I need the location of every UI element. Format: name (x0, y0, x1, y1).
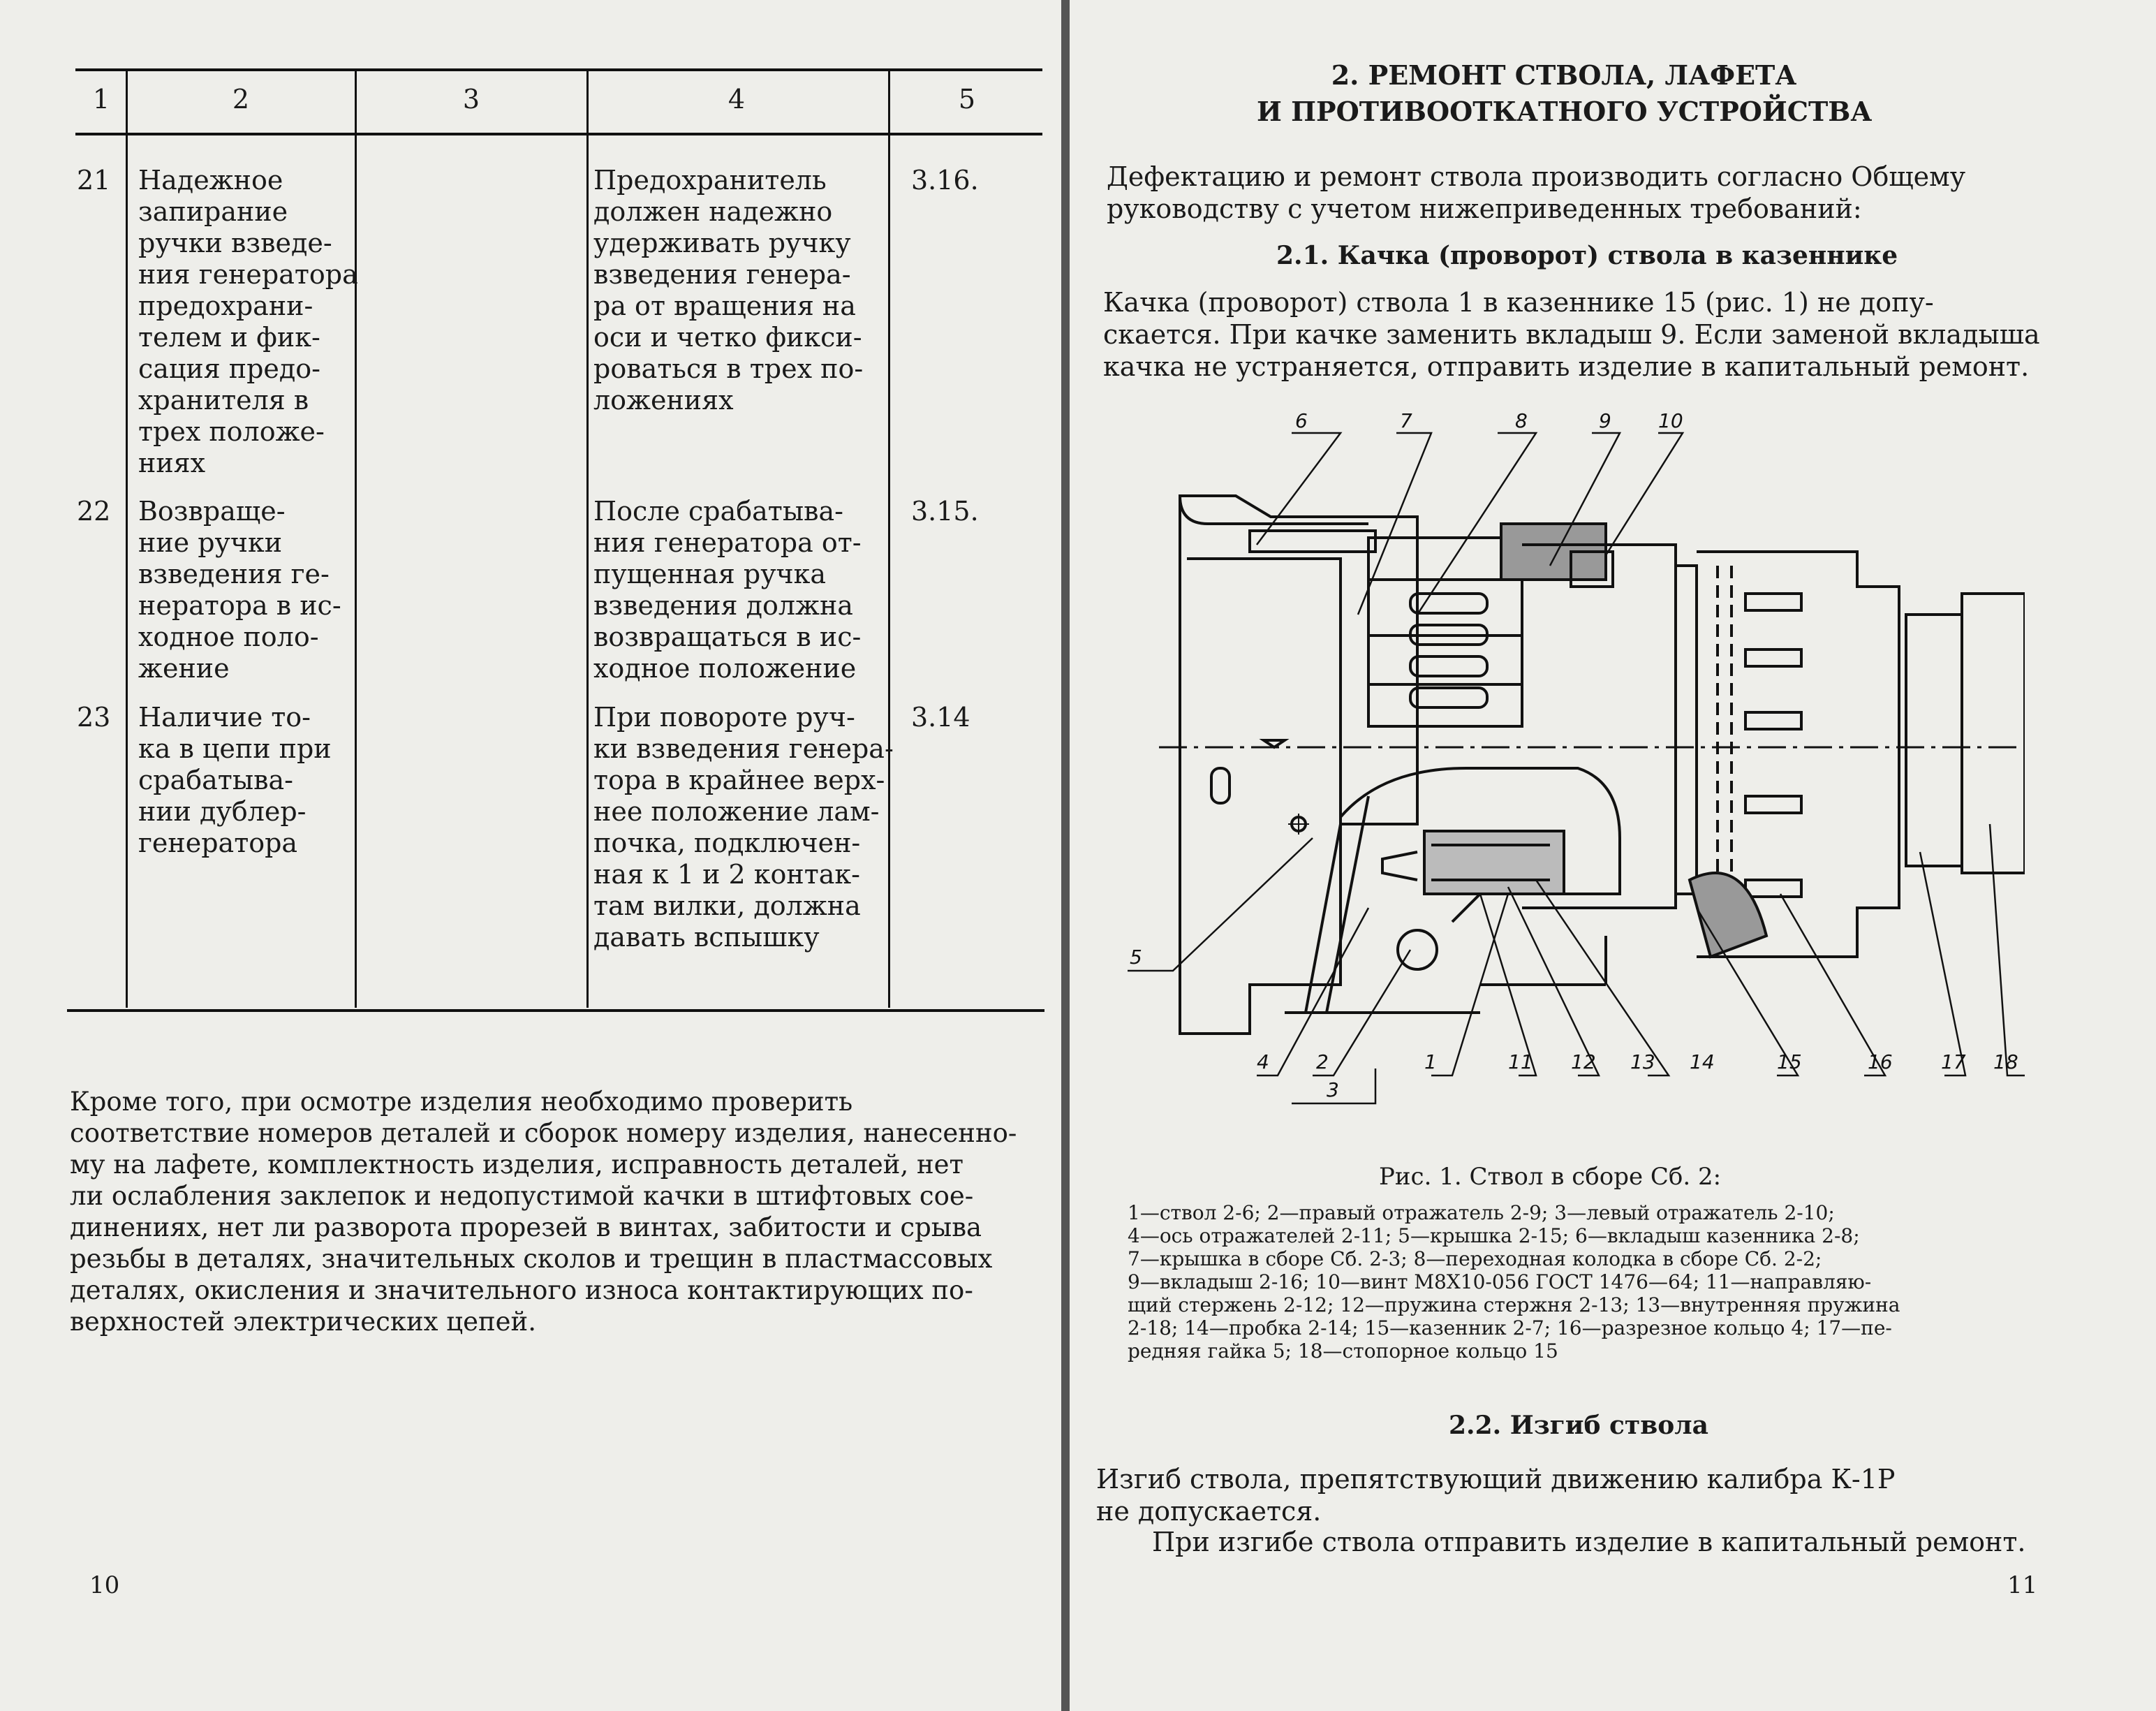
figure-label: 10 (1658, 409, 1683, 432)
section-2-2-text: Изгиб ствола, препятствующий движению калибра К-1Р не допускается. (1096, 1464, 1896, 1527)
figure-label: 14 (1690, 1050, 1715, 1073)
row-reference: 3.15. (911, 496, 979, 527)
intro-paragraph: Дефектацию и ремонт ствола производить согласно Общему руководству с учетом нижеприведенных требований: (1107, 161, 1966, 224)
figure-label: 8 (1515, 409, 1528, 432)
row-reference: 3.16. (911, 165, 979, 196)
row-parameter: Надежное запирание ручки взведе- ния генератора предохрани- телем и фик- сация предо- хранителя в трех положе- ниях (138, 165, 358, 478)
figure-label: 1 (1424, 1050, 1437, 1073)
barrel-assembly-drawing (1117, 405, 2025, 1131)
page-number: 11 (2007, 1571, 2038, 1599)
figure-label: 11 (1508, 1050, 1533, 1073)
book-gutter (1061, 0, 1070, 1711)
page-number: 10 (89, 1571, 120, 1599)
figure-label: 16 (1868, 1050, 1893, 1073)
row-parameter: Наличие то- ка в цепи при срабатыва- нии дублер- генератора (138, 702, 332, 858)
figure-label: 9 (1599, 409, 1611, 432)
left-page (0, 0, 1061, 1711)
table-header-4: 4 (728, 84, 746, 115)
row-parameter: Возвраще- ние ручки взведения ге- нератора в ис- ходное поло- жение (138, 496, 341, 684)
figure-label: 4 (1257, 1050, 1269, 1073)
figure-legend: 1—ствол 2-6; 2—правый отражатель 2-9; 3—левый отражатель 2-10; 4—ось отражателей 2-11; 5—крышка 2-15; 6—вкладыш казенника 2-8; 7—крышка в сборе Сб. 2-3; 8—переходная колодка в сборе Сб. 2-2; 9—вкладыш 2-16; 10—винт М8Х10-056 ГОСТ 1476—64; 11—направляю- щий стержень 2-12; 12—пружина стержня 2-13; 13—внутренняя пружина 2-18; 14—пробка 2-14; 15—казенник 2-7; 16—разрезное кольцо 4; 17—пе- редняя гайка 5; 18—стопорное кольцо 15 (1128, 1201, 1900, 1363)
row-requirement: Предохранитель должен надежно удерживать ручку взведения генера- ра от вращения на оси и четко фикси- роваться в трех по- ложениях (593, 165, 864, 416)
row-requirement: После срабатыва- ния генератора от- пущенная ручка взведения должна возвращаться в ис- ходное положение (593, 496, 862, 684)
figure-label: 7 (1400, 409, 1412, 432)
drawing-body (1180, 496, 2025, 1034)
table-header-3: 3 (462, 84, 480, 115)
figure-label: 13 (1630, 1050, 1655, 1073)
figure-label: 17 (1941, 1050, 1966, 1073)
row-reference: 3.14 (911, 702, 970, 733)
row-number: 21 (77, 165, 111, 196)
inspection-paragraph: Кроме того, при осмотре изделия необходимо проверить соответствие номеров деталей и сборок номеру изделия, нанесенно- му на лафете, комплектность изделия, исправность деталей, нет ли ослабления заклепок и недопустимой качки в штифтовых сое- динениях, нет ли разворота прорезей в винтах, забитости и срыва резьбы в деталях, значительных сколов и трещин в пластмассовых деталях, окисления и значительного износа контактирующих по- верхностей электрических цепей. (70, 1087, 1017, 1337)
table-bottom-rule (67, 1009, 1044, 1012)
table-col-divider-1 (126, 68, 128, 1008)
figure-label: 15 (1777, 1050, 1802, 1073)
section-2-1-text: Качка (проворот) ствола 1 в казеннике 15 (рис. 1) не допу- скается. При качке заменить вкладыш 9. Если заменой вкладыша качка не устраняется, отправить изделие в капитальный ремонт. (1103, 287, 2040, 382)
table-header-1: 1 (92, 84, 110, 115)
section-2-1-title: 2.1. Качка (проворот) ствола в казеннике (1276, 241, 1898, 270)
figure-label: 3 (1327, 1078, 1339, 1101)
table-header-2: 2 (232, 84, 250, 115)
figure-label: 6 (1295, 409, 1308, 432)
table-header-5: 5 (958, 84, 976, 115)
figure-label: 2 (1316, 1050, 1329, 1073)
row-number: 23 (77, 702, 111, 733)
section-2-2-text-2: При изгибе ствола отправить изделие в капитальный ремонт. (1152, 1527, 2026, 1557)
row-number: 22 (77, 496, 111, 527)
row-requirement: При повороте руч- ки взведения генера- тора в крайнее верх- нее положение лам- почка, подключен- ная к 1 и 2 контак- там вилки, должна давать вспышку (593, 702, 894, 953)
table-col-divider-3 (586, 68, 589, 1008)
figure-caption: Рис. 1. Ствол в сборе Сб. 2: (1379, 1163, 1722, 1191)
table-header-rule (75, 133, 1042, 135)
figure-label: 18 (1993, 1050, 2018, 1073)
chapter-title: 2. РЕМОНТ СТВОЛА, ЛАФЕТА И ПРОТИВООТКАТНОГО УСТРОЙСТВА (1257, 59, 1873, 127)
table-top-rule (75, 68, 1042, 71)
figure-label: 12 (1571, 1050, 1596, 1073)
figure-label: 5 (1130, 946, 1142, 969)
section-2-2-title: 2.2. Изгиб ствола (1449, 1411, 1708, 1440)
